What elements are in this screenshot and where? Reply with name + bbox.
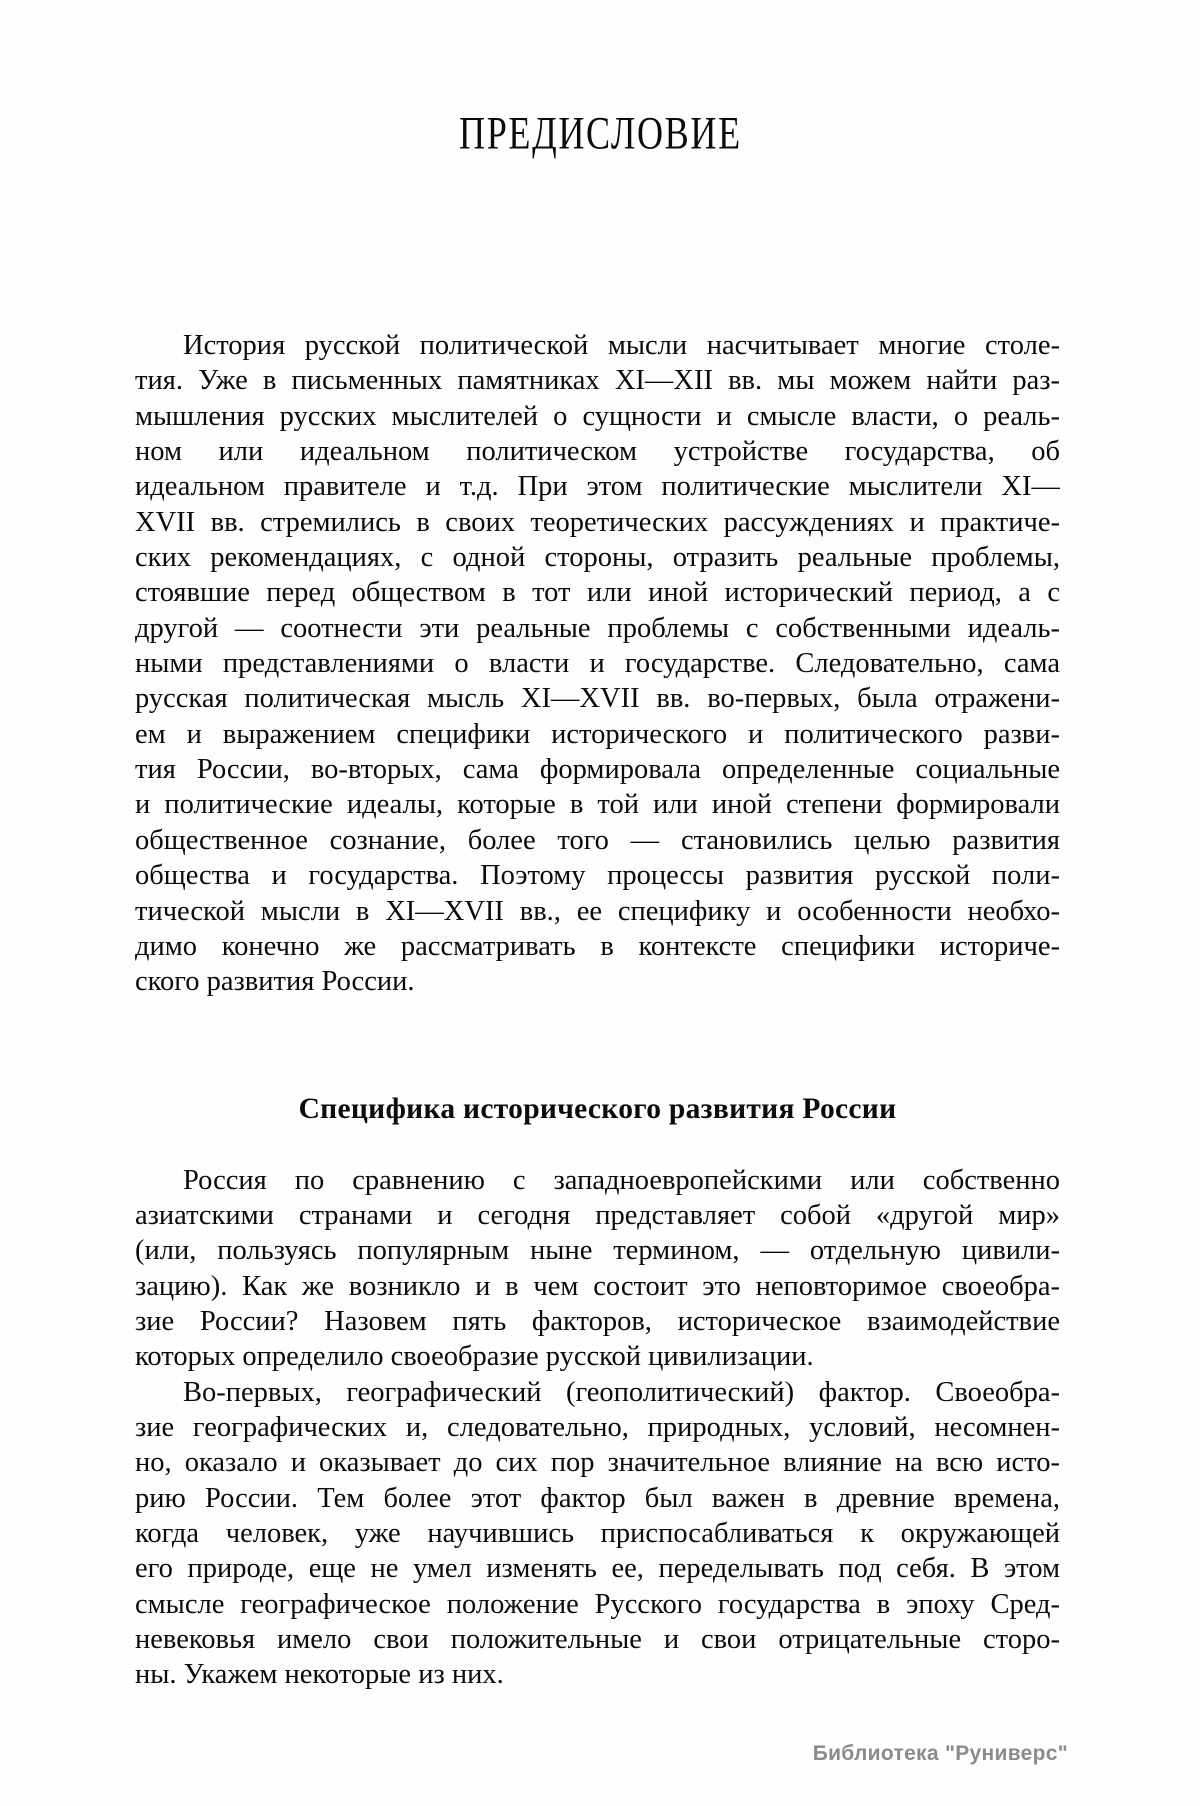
chapter-title [0, 107, 1200, 160]
section-paragraph-2 [135, 1375, 1060, 1693]
text-line: ны. Укажем некоторые из них. [135, 1659, 504, 1691]
text-line: другой — соотнести эти реальные проблемы с собственными идеаль- [135, 612, 1060, 644]
intro-paragraph [135, 328, 1060, 1000]
chapter-title-text: ПРЕДИСЛОВИЕ [458, 107, 742, 160]
text-line: но, оказало и оказывает до сих пор значительное влияние на всю исто- [135, 1447, 1060, 1479]
text-line: тия. Уже в письменных памятниках XI—XII вв. мы можем найти раз- [135, 365, 1060, 397]
section-heading: Специфика исторического развития России [298, 1092, 897, 1125]
text-line: его природе, еще не умел изменять ее, переделывать под себя. В этом [135, 1553, 1060, 1585]
text-line: мышления русских мыслителей о сущности и смысле власти, о реаль- [135, 400, 1060, 432]
text-line: смысле географическое положение Русского государства в эпоху Сред- [135, 1588, 1060, 1620]
text-line: русская политическая мысль XI—XVII вв. во-первых, была отражени- [135, 683, 1060, 715]
text-line: зие России? Назовем пять факторов, историческое взаимодействие [135, 1305, 1060, 1337]
text-line: История русской политической мысли насчитывает многие столе- [183, 330, 1060, 361]
text-line: азиатскими странами и сегодня представляет собой «другой мир» [135, 1199, 1060, 1231]
text-line: тия России, во-вторых, сама формировала определенные социальные [135, 754, 1060, 786]
text-line: XVII вв. стремились в своих теоретических рассуждениях и практиче- [135, 506, 1060, 538]
text-line: и политические идеалы, которые в той или иной степени формировали [135, 789, 1060, 821]
text-line: ном или идеальном политическом устройстве государства, об [135, 436, 1060, 468]
text-line: димо конечно же рассматривать в контексте специфики историче- [135, 930, 1060, 962]
text-block [135, 328, 1060, 1693]
text-line: которых определило своеобразие русской цивилизации. [135, 1341, 814, 1373]
text-line: Во-первых, географический (геополитический) фактор. Своеобра- [183, 1376, 1060, 1408]
text-line: (или, пользуясь популярным ныне термином, — отдельную цивили- [135, 1235, 1060, 1267]
text-line: ем и выражением специфики исторического и политического разви- [135, 718, 1060, 750]
section-paragraph-1 [135, 1163, 1060, 1375]
text-line: Россия по сравнению с западноевропейскими или собственно [183, 1164, 1060, 1196]
text-line: невековья имело свои положительные и свои отрицательные сторо- [135, 1624, 1060, 1655]
text-line: идеальном правителе и т.д. При этом политические мыслители XI— [135, 471, 1060, 503]
text-line: тической мысли в XI—XVII вв., ее специфику и особенности необхо- [135, 895, 1060, 927]
text-line: ских рекомендациях, с одной стороны, отразить реальные проблемы, [135, 542, 1060, 574]
text-line: рию России. Тем более этот фактор был важен в древние времена, [135, 1482, 1060, 1514]
text-line: зие географических и, следовательно, природных, условий, несомнен- [135, 1411, 1060, 1443]
text-line: общества и государства. Поэтому процессы развития русской поли- [135, 860, 1060, 892]
library-watermark: Библиотека "Руниверс" [812, 1742, 1068, 1765]
text-line: ными представлениями о власти и государстве. Следовательно, сама [135, 648, 1060, 680]
text-line: когда человек, уже научившись приспосабливаться к окружающей [135, 1517, 1060, 1549]
text-line: ского развития России. [135, 966, 415, 998]
text-line: зацию). Как же возникло и в чем состоит это неповторимое своеобра- [135, 1270, 1060, 1302]
text-line: стоявшие перед обществом в тот или иной исторический период, а с [135, 577, 1060, 609]
text-line: общественное сознание, более того — становились целью развития [135, 824, 1060, 856]
